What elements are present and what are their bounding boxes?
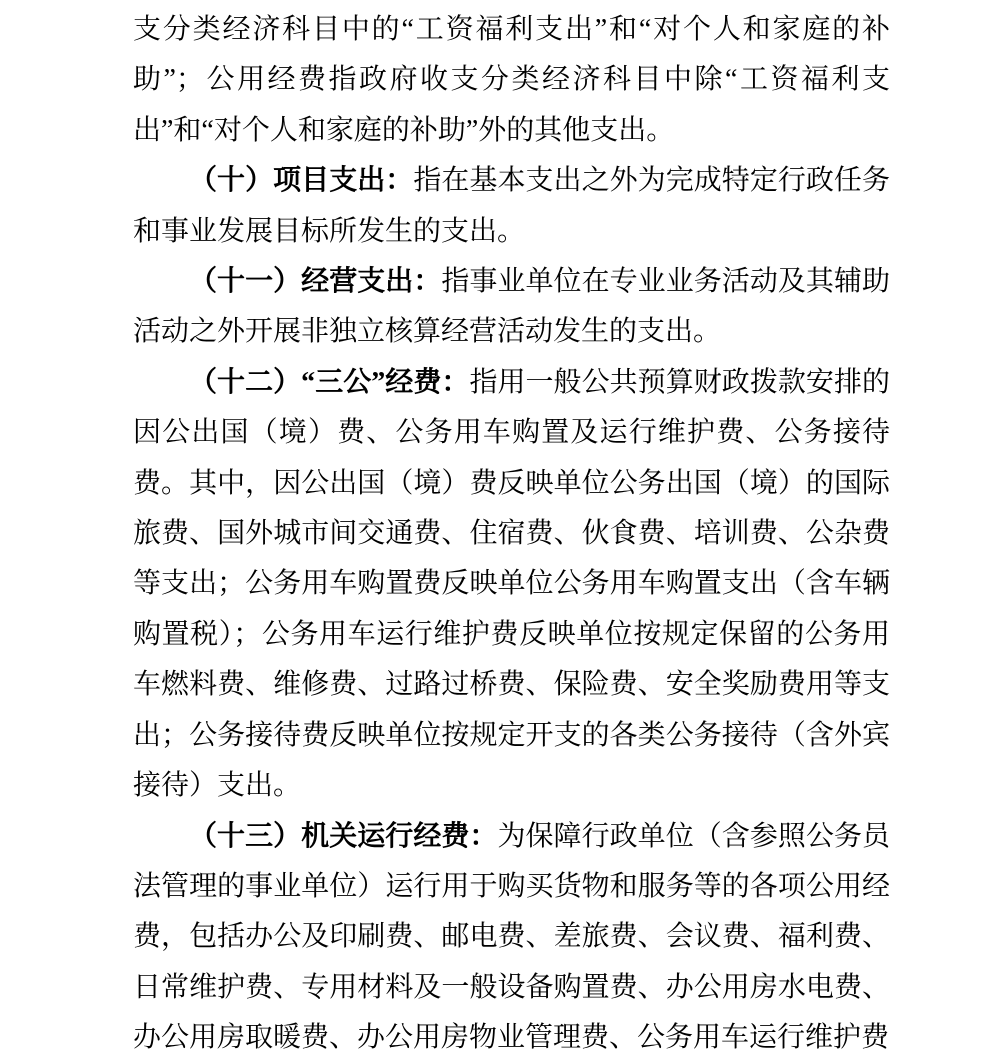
paragraph-lead: （十）项目支出： [189,165,414,197]
paragraph-item-10-project-expenditure [133,156,890,257]
paragraph-body: 支分类经济科目中的“工资福利支出”和“对个人和家庭的补助”；公用经费指政府收支分类经济科目中除“工资福利支出”和“对个人和家庭的补助”外的其他支出。 [133,14,890,146]
paragraph-basic-expenditure-continuation [133,5,890,156]
paragraph-body: 指在基本支出之外为完成特定行政任务和事业发展目标所发生的支出。 [133,165,890,247]
paragraph-body: 指事业单位在专业业务活动及其辅助活动之外开展非独立核算经营活动发生的支出。 [133,266,890,348]
paragraph-item-11-operating-expenditure [133,257,890,358]
paragraph-lead: （十三）机关运行经费： [189,820,498,852]
paragraph-item-12-three-public-funds [133,358,890,812]
paragraph-body: 指用一般公共预算财政拨款安排的因公出国（境）费、公务用车购置及运行维护费、公务接待费。其中，因公出国（境）费反映单位公务出国（境）的国际旅费、国外城市间交通费、住宿费、伙食费、培训费、公杂费等支出；公务用车购置费反映单位公务用车购置支出（含车辆购置税）；公务用车运行维护费反映单位按规定保留的公务用车燃料费、维修费、过路过桥费、保险费、安全奖励费用等支出；公务接待费反映单位按规定开支的各类公务接待（含外宾接待）支出。 [133,366,890,802]
paragraph-lead: （十一）经营支出： [189,266,442,298]
paragraph-body: 为保障行政单位（含参照公务员法管理的事业单位）运行用于购买货物和服务等的各项公用经费，包括办公及印刷费、邮电费、差旅费、会议费、福利费、日常维护费、专用材料及一般设备购置费、办公用房水电费、办公用房取暖费、办公用房物业管理费、公务用车运行维护费 [133,820,890,1054]
paragraph-lead: （十二）“三公”经费： [189,366,470,398]
document-text-block [133,5,890,1064]
paragraph-item-13-agency-operating-funds [133,812,890,1064]
